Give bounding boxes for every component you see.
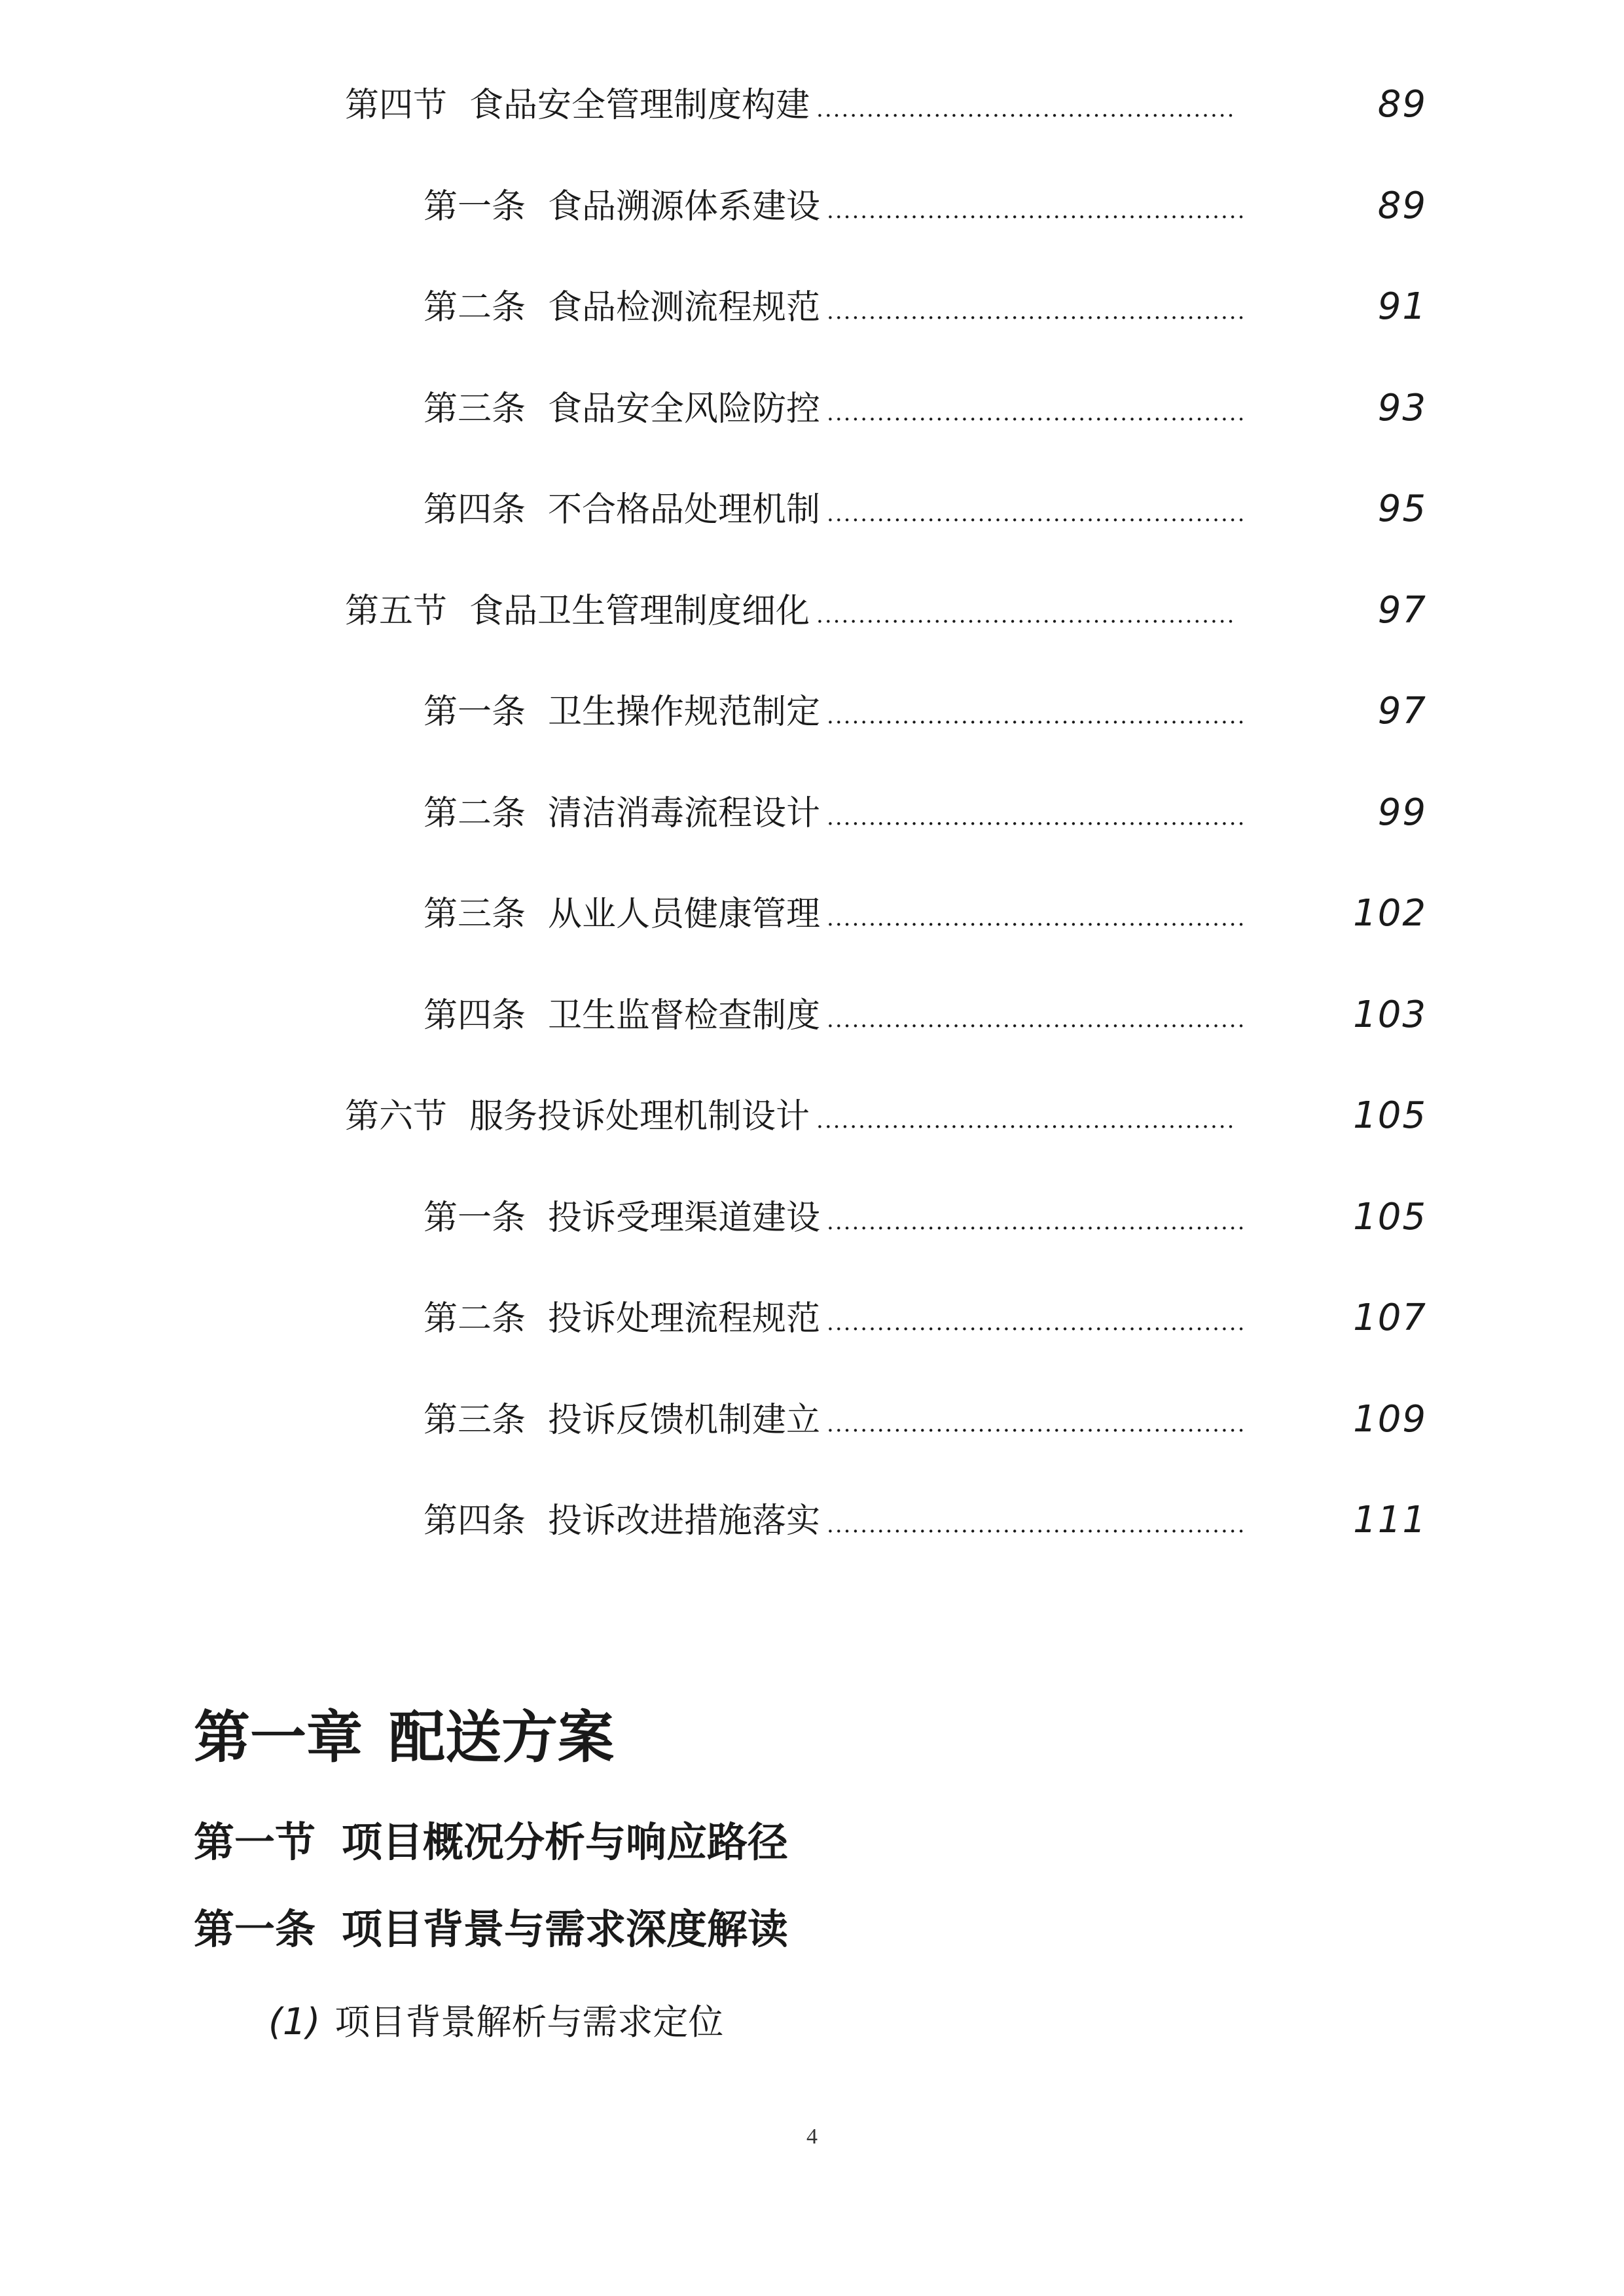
toc-entry-number: 第一条	[424, 692, 526, 732]
toc-leader-dots: ..................................................	[827, 1410, 1246, 1437]
toc-entry-title: 食品安全管理制度构建	[469, 86, 810, 125]
toc-entry-title: 食品安全风险防控	[548, 389, 821, 429]
toc-entry-title: 食品检测流程规范	[548, 288, 821, 327]
toc-entry-number: 第四节	[345, 86, 448, 125]
toc-entry-title: 清洁消毒流程设计	[548, 793, 821, 833]
toc-leader-dots: ..................................................	[827, 501, 1246, 527]
toc-entry-article[interactable]	[424, 685, 1427, 738]
section-title: 项目概况分析与响应路径	[342, 1818, 789, 1866]
item-text: 项目背景解析与需求定位	[334, 2001, 724, 2043]
article-title: 项目背景与需求深度解读	[342, 1905, 789, 1953]
chapter-title: 配送方案	[389, 1705, 614, 1770]
toc-entry-title: 卫生操作规范制定	[548, 692, 821, 732]
toc-entry-title: 从业人员健康管理	[548, 895, 821, 934]
toc-entry-title: 卫生监督检查制度	[548, 996, 821, 1035]
toc-entry-title: 投诉反馈机制建立	[548, 1400, 821, 1440]
toc-entry-section[interactable]	[345, 79, 1427, 131]
toc-entry-title: 投诉处理流程规范	[548, 1299, 821, 1338]
toc-entry-page: 89	[1377, 83, 1427, 126]
toc-entry-page: 109	[1353, 1397, 1427, 1441]
toc-entry-page: 95	[1377, 488, 1427, 530]
toc-entry-page: 91	[1377, 285, 1427, 328]
toc-entry-page: 97	[1377, 588, 1427, 632]
toc-entry-page: 99	[1377, 791, 1427, 834]
item-number: (1)	[268, 2001, 321, 2043]
toc-entry-number: 第一条	[424, 1198, 526, 1238]
toc-leader-dots: ..................................................	[827, 1310, 1246, 1336]
toc-entry-article[interactable]	[424, 1191, 1427, 1244]
toc-entry-page: 105	[1353, 1094, 1427, 1137]
chapter-number: 第一章	[194, 1705, 363, 1770]
toc-entry-number: 第三条	[424, 1400, 526, 1440]
toc-leader-dots: ..................................................	[827, 905, 1246, 931]
toc-entry-title: 服务投诉处理机制设计	[469, 1097, 810, 1136]
toc-entry-number: 第六节	[345, 1097, 448, 1136]
toc-entry-article[interactable]	[424, 1292, 1427, 1344]
toc-entry-number: 第四条	[424, 1501, 526, 1541]
toc-leader-dots: ..................................................	[816, 1107, 1236, 1134]
toc-entry-page: 103	[1353, 993, 1427, 1036]
toc-leader-dots: ..................................................	[827, 197, 1246, 224]
toc-entry-article[interactable]	[424, 382, 1427, 435]
toc-entry-article[interactable]	[424, 281, 1427, 333]
toc-entry-number: 第五节	[345, 591, 448, 631]
toc-leader-dots: ..................................................	[827, 1208, 1246, 1235]
toc-leader-dots: ..................................................	[827, 1512, 1246, 1538]
article-number: 第一条	[194, 1905, 316, 1953]
toc-entry-title: 投诉受理渠道建设	[548, 1198, 821, 1238]
toc-entry-page: 107	[1353, 1297, 1427, 1339]
toc-entry-number: 第一条	[424, 187, 526, 226]
section-heading	[194, 1813, 788, 1872]
page-number: 4	[806, 2125, 818, 2149]
toc-entry-title: 食品溯源体系建设	[548, 187, 821, 226]
toc-leader-dots: ..................................................	[827, 1006, 1246, 1033]
toc-entry-article[interactable]	[424, 483, 1427, 535]
toc-entry-page: 97	[1377, 690, 1427, 732]
toc-entry-number: 第二条	[424, 1299, 526, 1338]
toc-entry-page: 102	[1353, 892, 1427, 935]
toc-entry-title: 不合格品处理机制	[548, 490, 821, 529]
toc-entry-article[interactable]	[424, 180, 1427, 232]
article-heading	[194, 1900, 788, 1959]
toc-entry-number: 第四条	[424, 490, 526, 529]
toc-leader-dots: ..................................................	[816, 96, 1236, 122]
toc-entry-number: 第二条	[424, 288, 526, 327]
toc-leader-dots: ..................................................	[827, 804, 1246, 831]
toc-entry-article[interactable]	[424, 1494, 1427, 1547]
toc-entry-page: 93	[1377, 386, 1427, 429]
chapter-heading	[194, 1702, 614, 1774]
toc-entry-article[interactable]	[424, 1393, 1427, 1446]
toc-entry-number: 第三条	[424, 389, 526, 429]
toc-entry-number: 第二条	[424, 793, 526, 833]
toc-entry-page: 111	[1353, 1499, 1427, 1541]
toc-leader-dots: ..................................................	[827, 298, 1246, 325]
toc-entry-title: 食品卫生管理制度细化	[469, 591, 810, 631]
toc-entry-article[interactable]	[424, 787, 1427, 839]
toc-leader-dots: ..................................................	[816, 601, 1236, 628]
numbered-item	[268, 1996, 723, 2049]
toc-entry-number: 第三条	[424, 895, 526, 934]
section-number: 第一节	[194, 1818, 316, 1866]
toc-leader-dots: ..................................................	[827, 399, 1246, 426]
toc-entry-page: 105	[1353, 1195, 1427, 1238]
toc-entry-title: 投诉改进措施落实	[548, 1501, 821, 1541]
toc-entry-article[interactable]	[424, 888, 1427, 940]
toc-entry-number: 第四条	[424, 996, 526, 1035]
toc-entry-section[interactable]	[345, 1090, 1427, 1142]
toc-leader-dots: ..................................................	[827, 703, 1246, 729]
toc-entry-section[interactable]	[345, 584, 1427, 637]
toc-entry-article[interactable]	[424, 989, 1427, 1041]
toc-entry-page: 89	[1377, 184, 1427, 227]
